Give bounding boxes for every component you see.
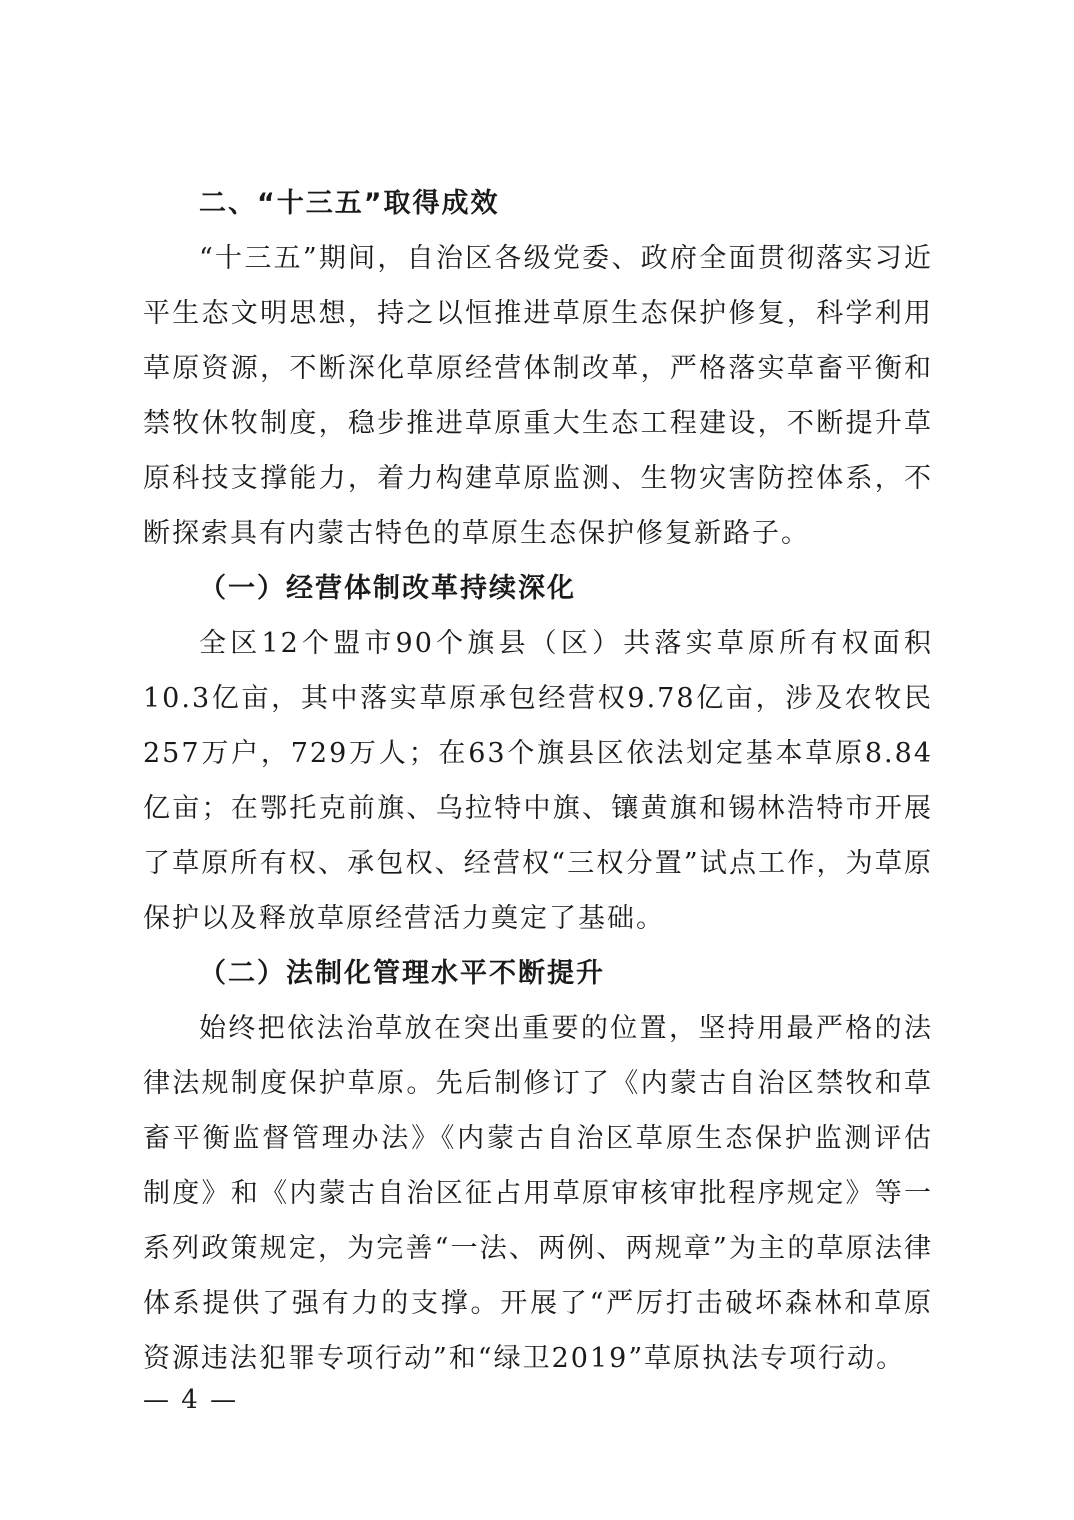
section-heading: 二、“十三五”取得成效 (199, 188, 500, 219)
page-number: — 4 — (143, 1385, 239, 1415)
document-body (143, 176, 933, 1386)
subsection-2-paragraph: 始终把依法治草放在突出重要的位置，坚持用最严格的法律法规制度保护草原。先后制修订了《内蒙古自治区禁牧和草畜平衡监督管理办法》《内蒙古自治区草原生态保护监测评估制度》和《内蒙古自治区征占用草原审核审批程序规定》等一系列政策规定，为完善“一法、两例、两规章”为主的草原法律体系提供了强有力的支撑。开展了“严厉打击破坏森林和草原资源违法犯罪专项行动”和“绿卫2019”草原执法专项行动。 (143, 1013, 933, 1374)
subsection-1-heading: （一）经营体制改革持续深化 (199, 573, 576, 604)
subsection-1-paragraph: 全区12个盟市90个旗县（区）共落实草原所有权面积10.3亿亩，其中落实草原承包经营权9.78亿亩，涉及农牧民257万户，729万人；在63个旗县区依法划定基本草原8.84亿亩；在鄂托克前旗、乌拉特中旗、镶黄旗和锡林浩特市开展了草原所有权、承包权、经营权“三权分置”试点工作，为草原保护以及释放草原经营活力奠定了基础。 (143, 628, 933, 934)
subsection-2-heading: （二）法制化管理水平不断提升 (199, 958, 605, 989)
intro-paragraph: “十三五”期间，自治区各级党委、政府全面贯彻落实习近平生态文明思想，持之以恒推进草原生态保护修复，科学利用草原资源，不断深化草原经营体制改革，严格落实草畜平衡和禁牧休牧制度，稳步推进草原重大生态工程建设，不断提升草原科技支撑能力，着力构建草原监测、生物灾害防控体系，不断探索具有内蒙古特色的草原生态保护修复新路子。 (143, 243, 933, 549)
